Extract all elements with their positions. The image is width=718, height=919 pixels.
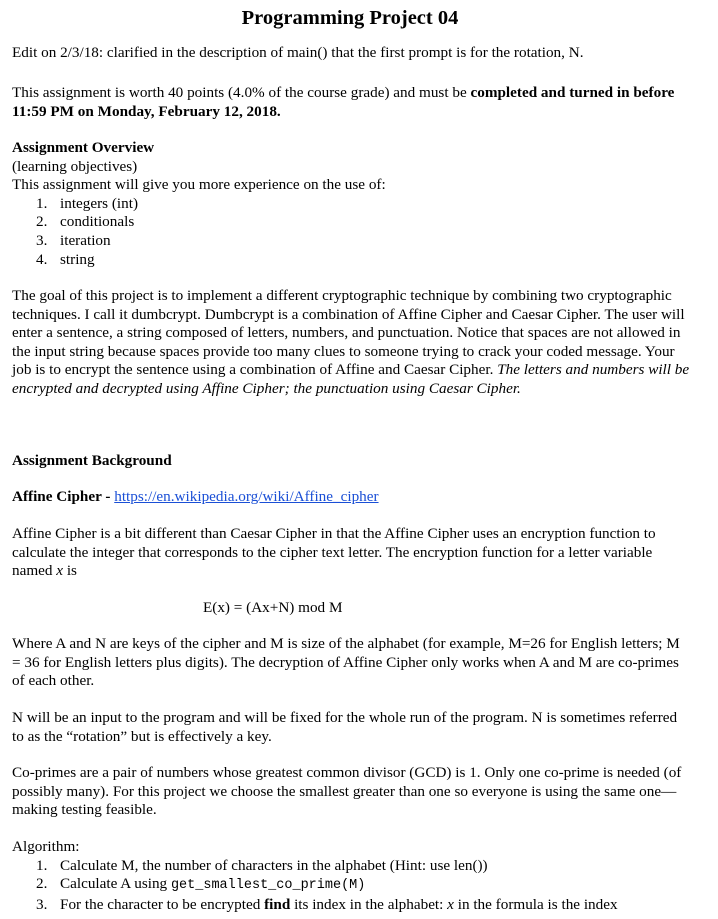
edit-note: Edit on 2/3/18: clarified in the description of main() that the first prompt is for the rotation, N.: [12, 44, 584, 61]
background-heading: Assignment Background: [12, 452, 172, 469]
overview-section: [12, 139, 692, 269]
goal-italic: The letters and numbers will be encrypted and decrypted using Affine Cipher; the punctuation using Caesar Cipher.: [12, 361, 690, 397]
worth-text: This assignment is worth 40 points (4.0% of the course grade) and must be: [12, 84, 471, 101]
goal-paragraph: The goal of this project is to implement a different cryptographic technique by combining two cryptographic techniques. I call it dumbcrypt. Dumbcrypt is a combination of Affine Cipher and Caesar Cipher. The user will enter a sentence, a string composed of letters, numbers, and punctuation. Notice that spaces are not allowed in the input string because spaces provide too many clues to someone trying to crack your coded message. Your job is to encrypt the sentence using a combination of Affine and Caesar Cipher. The letters and numbers will be encrypted and decrypted using Affine Cipher; the punctuation using Caesar Cipher.: [12, 287, 690, 397]
wikipedia-link[interactable]: https://en.wikipedia.org/wiki/Affine_cipher: [114, 488, 379, 505]
list-item: 1. integers (int): [36, 194, 139, 212]
list-item: 1. Calculate M, the number of characters in the alphabet (Hint: use len()): [36, 856, 488, 874]
algorithm-heading: Algorithm:: [12, 838, 80, 855]
page-top-mark: [540, 0, 690, 4]
keys-paragraph: Where A and N are keys of the cipher and M is size of the alphabet (for example, M=26 for English letters; M = 36 for English letters plus digits). The decryption of Affine Cipher only works when A and M are co-primes of each other.: [12, 635, 680, 690]
algorithm-steps: [12, 857, 692, 915]
code-snippet: get_smallest_co_prime(M): [170, 878, 366, 894]
encryption-formula: E(x) = (Ax+N) mod M: [203, 599, 343, 616]
rotation-paragraph: N will be an input to the program and will be fixed for the whole run of the program. N is sometimes referred to as the “rotation” but is effectively a key.: [12, 709, 678, 745]
coprime-paragraph: Co-primes are a pair of numbers whose greatest common divisor (GCD) is 1. Only one co-prime is needed (of possibly many). For this project we choose the smallest greater than one so everyone is using the same one—making testing feasible.: [12, 764, 682, 819]
overview-intro: This assignment will give you more experience on the use of:: [12, 176, 386, 194]
list-item: 2. Calculate A using get_smallest_co_prime(M): [36, 875, 366, 894]
overview-heading: Assignment Overview: [12, 139, 155, 156]
due-date: completed and turned in before 11:59 PM on Monday, February 12, 2018.: [12, 84, 675, 120]
list-item: 3. iteration: [36, 231, 111, 249]
algorithm-section: [12, 838, 692, 914]
worth-paragraph: [12, 84, 692, 121]
affine-line: Affine Cipher - https://en.wikipedia.org/wiki/Affine_cipher: [12, 488, 379, 505]
page-title: Programming Project 04: [241, 7, 459, 29]
list-item: 2. conditionals: [36, 213, 135, 231]
affine-paragraph: Affine Cipher is a bit different than Caesar Cipher in that the Affine Cipher uses an encryption function to calculate the integer that corresponds to the cipher text letter. The encryption function for a letter variable named x is: [12, 525, 656, 580]
list-item: 4. string: [36, 250, 95, 268]
overview-subheading: (learning objectives): [12, 157, 138, 175]
affine-label: Affine Cipher: [12, 488, 102, 505]
objectives-list: [12, 195, 692, 269]
list-item: 3. For the character to be encrypted find its index in the alphabet: x in the formula is the index: [36, 895, 618, 913]
